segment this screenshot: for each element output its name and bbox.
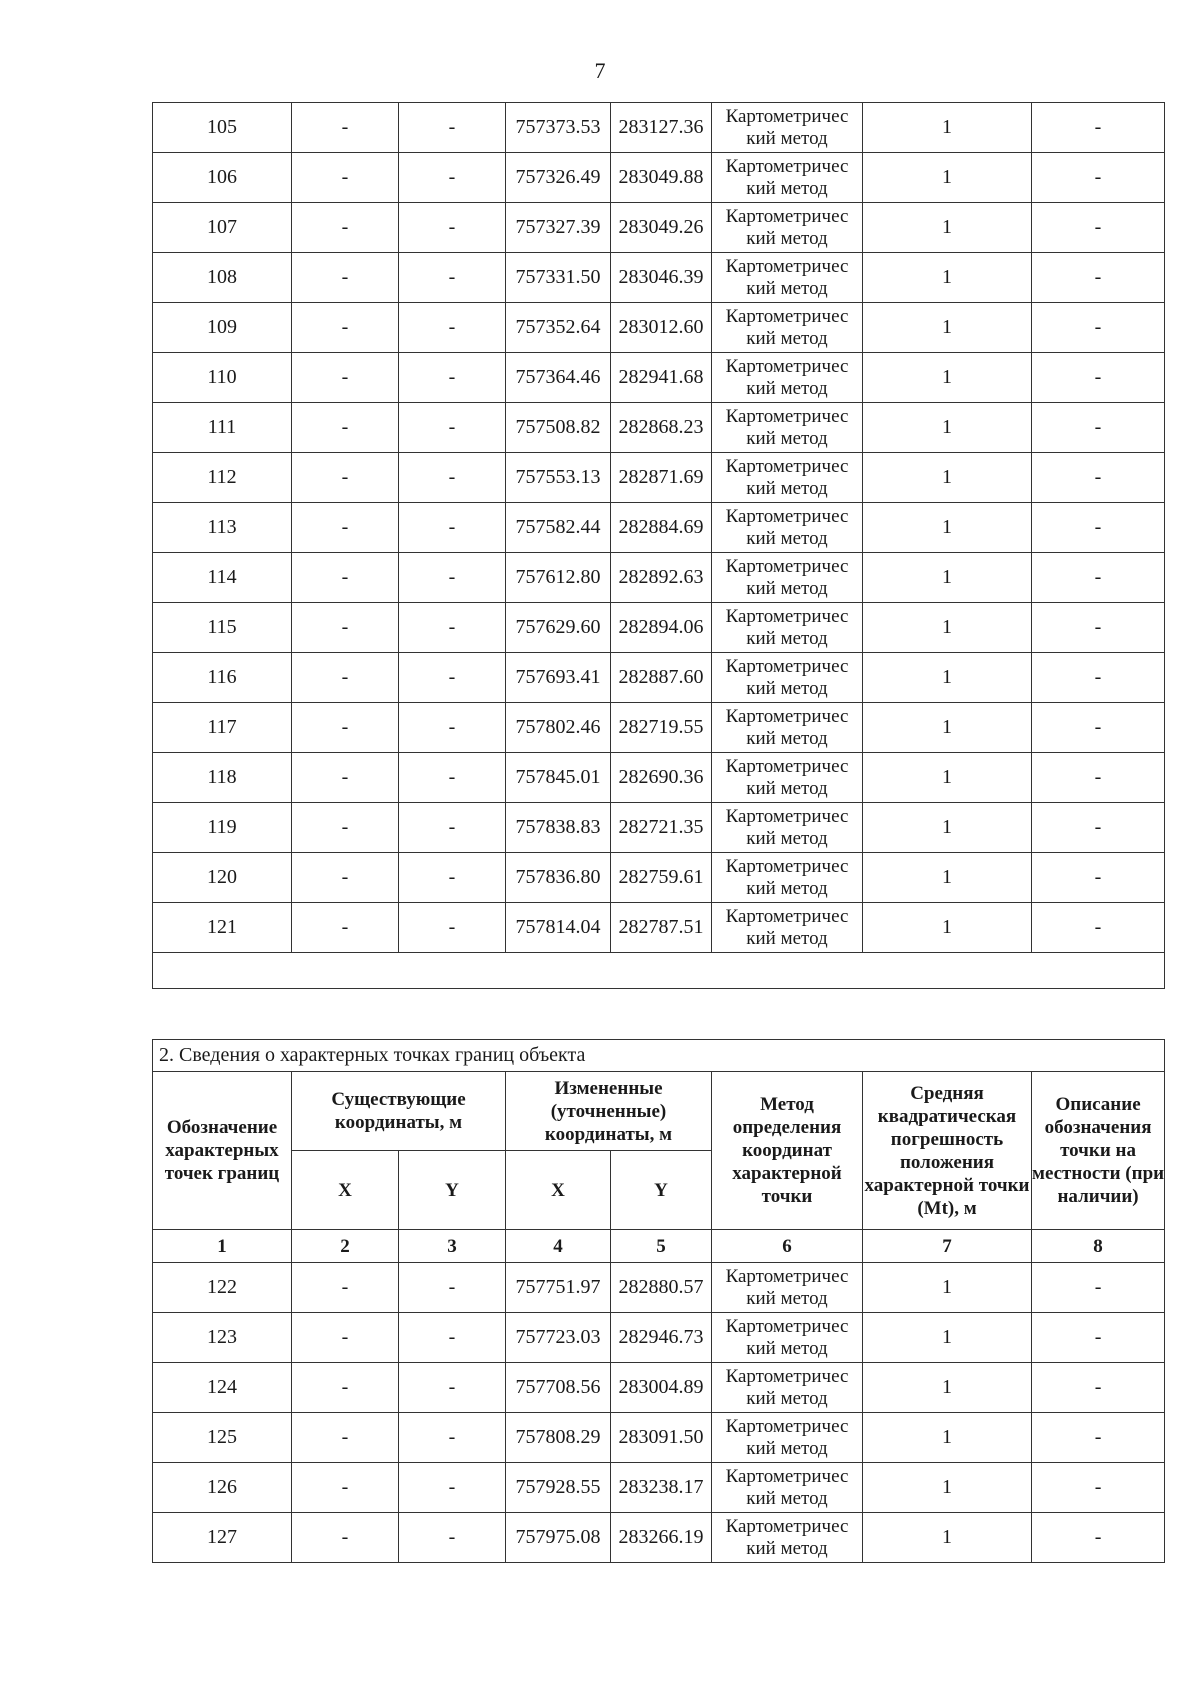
column-number: 5 — [611, 1230, 712, 1263]
method-line: кий метод — [746, 277, 828, 299]
point-id-cell: 107 — [153, 203, 292, 253]
method-cell — [712, 453, 863, 503]
column-number: 3 — [399, 1230, 506, 1263]
mt-cell: 1 — [863, 1413, 1032, 1463]
existing-x-cell: - — [292, 603, 399, 653]
method-line: кий метод — [746, 177, 828, 199]
existing-y-cell: - — [399, 803, 506, 853]
description-cell: - — [1032, 903, 1165, 953]
existing-x-cell: - — [292, 1413, 399, 1463]
point-id-cell: 123 — [153, 1313, 292, 1363]
existing-x-cell: - — [292, 803, 399, 853]
description-cell: - — [1032, 653, 1165, 703]
description-cell: - — [1032, 203, 1165, 253]
description-cell: - — [1032, 253, 1165, 303]
point-id-cell: 121 — [153, 903, 292, 953]
method-cell — [712, 553, 863, 603]
changed-y-cell: 282719.55 — [611, 703, 712, 753]
existing-x-cell: - — [292, 653, 399, 703]
method-cell — [712, 703, 863, 753]
method-line: кий метод — [746, 327, 828, 349]
empty-row — [153, 953, 1165, 989]
description-cell: - — [1032, 353, 1165, 403]
table-row — [153, 403, 1165, 453]
existing-x-cell: - — [292, 253, 399, 303]
existing-x-cell: - — [292, 403, 399, 453]
point-id-cell: 125 — [153, 1413, 292, 1463]
existing-x-cell: - — [292, 153, 399, 203]
method-cell — [712, 153, 863, 203]
header-mt: Средняя квадратическая погрешность положения характерной точки (Mt), м — [863, 1072, 1032, 1230]
changed-y-cell: 282892.63 — [611, 553, 712, 603]
changed-y-cell: 282690.36 — [611, 753, 712, 803]
table-row — [153, 1363, 1165, 1413]
table-row — [153, 653, 1165, 703]
table-row — [153, 303, 1165, 353]
existing-y-cell: - — [399, 253, 506, 303]
point-id-cell: 117 — [153, 703, 292, 753]
existing-x-cell: - — [292, 303, 399, 353]
method-cell — [712, 1263, 863, 1313]
changed-y-cell: 283012.60 — [611, 303, 712, 353]
mt-cell: 1 — [863, 703, 1032, 753]
table-row — [153, 253, 1165, 303]
description-cell: - — [1032, 1413, 1165, 1463]
changed-x-cell: 757723.03 — [506, 1313, 611, 1363]
method-line: кий метод — [746, 927, 828, 949]
method-cell — [712, 903, 863, 953]
existing-y-cell: - — [399, 1313, 506, 1363]
existing-x-cell: - — [292, 203, 399, 253]
header-description: Описание обозначения точки на местности (при наличии) — [1032, 1072, 1165, 1230]
method-line: кий метод — [746, 827, 828, 849]
table-row — [153, 353, 1165, 403]
method-cell — [712, 1463, 863, 1513]
existing-x-cell: - — [292, 503, 399, 553]
table-row — [153, 1313, 1165, 1363]
column-number: 7 — [863, 1230, 1032, 1263]
method-cell — [712, 303, 863, 353]
mt-cell: 1 — [863, 1513, 1032, 1563]
mt-cell: 1 — [863, 853, 1032, 903]
mt-cell: 1 — [863, 453, 1032, 503]
table-row — [153, 603, 1165, 653]
header-method: Метод определения координат характерной точки — [712, 1072, 863, 1230]
changed-x-cell: 757352.64 — [506, 303, 611, 353]
changed-x-cell: 757708.56 — [506, 1363, 611, 1413]
header-changed-coords: Измененные (уточненные) координаты, м — [506, 1072, 712, 1151]
point-id-cell: 108 — [153, 253, 292, 303]
mt-cell: 1 — [863, 803, 1032, 853]
method-line: Картометричес — [725, 655, 849, 677]
method-line: кий метод — [746, 1487, 828, 1509]
changed-x-cell: 757808.29 — [506, 1413, 611, 1463]
method-line: Картометричес — [725, 705, 849, 727]
point-id-cell: 111 — [153, 403, 292, 453]
method-line: кий метод — [746, 427, 828, 449]
method-line: Картометричес — [725, 1515, 849, 1537]
changed-y-cell: 283004.89 — [611, 1363, 712, 1413]
changed-x-cell: 757693.41 — [506, 653, 611, 703]
method-line: Картометричес — [725, 155, 849, 177]
changed-x-cell: 757845.01 — [506, 753, 611, 803]
method-cell — [712, 1363, 863, 1413]
existing-y-cell: - — [399, 853, 506, 903]
existing-x-cell: - — [292, 1463, 399, 1513]
changed-y-cell: 283091.50 — [611, 1413, 712, 1463]
method-line: кий метод — [746, 777, 828, 799]
point-id-cell: 105 — [153, 103, 292, 153]
mt-cell: 1 — [863, 1363, 1032, 1413]
method-line: Картометричес — [725, 805, 849, 827]
table-row — [153, 1513, 1165, 1563]
method-line: кий метод — [746, 1437, 828, 1459]
changed-x-cell: 757612.80 — [506, 553, 611, 603]
method-cell — [712, 203, 863, 253]
changed-y-cell: 283238.17 — [611, 1463, 712, 1513]
existing-y-cell: - — [399, 103, 506, 153]
changed-y-cell: 282787.51 — [611, 903, 712, 953]
changed-x-cell: 757553.13 — [506, 453, 611, 503]
method-cell — [712, 253, 863, 303]
changed-y-cell: 282894.06 — [611, 603, 712, 653]
method-cell — [712, 1313, 863, 1363]
method-line: кий метод — [746, 227, 828, 249]
existing-x-cell: - — [292, 753, 399, 803]
description-cell: - — [1032, 1513, 1165, 1563]
empty-cell — [153, 953, 1165, 989]
method-line: кий метод — [746, 1287, 828, 1309]
point-id-cell: 106 — [153, 153, 292, 203]
existing-y-cell: - — [399, 603, 506, 653]
mt-cell: 1 — [863, 1313, 1032, 1363]
description-cell: - — [1032, 1463, 1165, 1513]
mt-cell: 1 — [863, 503, 1032, 553]
table-row — [153, 103, 1165, 153]
existing-y-cell: - — [399, 1513, 506, 1563]
changed-x-cell: 757751.97 — [506, 1263, 611, 1313]
description-cell: - — [1032, 603, 1165, 653]
mt-cell: 1 — [863, 753, 1032, 803]
method-line: Картометричес — [725, 405, 849, 427]
changed-x-cell: 757975.08 — [506, 1513, 611, 1563]
changed-y-cell: 282759.61 — [611, 853, 712, 903]
description-cell: - — [1032, 403, 1165, 453]
changed-x-cell: 757373.53 — [506, 103, 611, 153]
existing-y-cell: - — [399, 503, 506, 553]
changed-y-cell: 282887.60 — [611, 653, 712, 703]
existing-y-cell: - — [399, 453, 506, 503]
method-line: кий метод — [746, 127, 828, 149]
method-line: кий метод — [746, 527, 828, 549]
table-row — [153, 453, 1165, 503]
method-cell — [712, 853, 863, 903]
mt-cell: 1 — [863, 303, 1032, 353]
point-id-cell: 118 — [153, 753, 292, 803]
existing-y-cell: - — [399, 1263, 506, 1313]
mt-cell: 1 — [863, 103, 1032, 153]
header-changed-x: X — [506, 1151, 611, 1230]
point-id-cell: 113 — [153, 503, 292, 553]
boundary-points-table — [152, 1039, 1165, 1563]
point-id-cell: 109 — [153, 303, 292, 353]
method-line: Картометричес — [725, 755, 849, 777]
existing-y-cell: - — [399, 653, 506, 703]
point-id-cell: 122 — [153, 1263, 292, 1313]
point-id-cell: 114 — [153, 553, 292, 603]
changed-y-cell: 282884.69 — [611, 503, 712, 553]
description-cell: - — [1032, 153, 1165, 203]
existing-y-cell: - — [399, 903, 506, 953]
table-row — [153, 703, 1165, 753]
top-table-body — [153, 103, 1165, 953]
changed-x-cell: 757629.60 — [506, 603, 611, 653]
changed-y-cell: 282871.69 — [611, 453, 712, 503]
header-designation: Обозначение характерных точек границ — [153, 1072, 292, 1230]
table-row — [153, 1463, 1165, 1513]
changed-x-cell: 757364.46 — [506, 353, 611, 403]
method-line: кий метод — [746, 1537, 828, 1559]
method-line: Картометричес — [725, 1265, 849, 1287]
method-cell — [712, 803, 863, 853]
changed-y-cell: 283266.19 — [611, 1513, 712, 1563]
method-line: Картометричес — [725, 605, 849, 627]
column-number: 6 — [712, 1230, 863, 1263]
method-cell — [712, 653, 863, 703]
point-id-cell: 110 — [153, 353, 292, 403]
method-cell — [712, 103, 863, 153]
method-line: Картометричес — [725, 1415, 849, 1437]
method-line: кий метод — [746, 877, 828, 899]
description-cell: - — [1032, 753, 1165, 803]
changed-x-cell: 757838.83 — [506, 803, 611, 853]
header-existing-coords: Существующие координаты, м — [292, 1072, 506, 1151]
existing-x-cell: - — [292, 553, 399, 603]
column-number: 1 — [153, 1230, 292, 1263]
method-cell — [712, 753, 863, 803]
method-cell — [712, 503, 863, 553]
method-line: кий метод — [746, 577, 828, 599]
description-cell: - — [1032, 853, 1165, 903]
existing-y-cell: - — [399, 153, 506, 203]
method-line: Картометричес — [725, 255, 849, 277]
mt-cell: 1 — [863, 903, 1032, 953]
existing-x-cell: - — [292, 103, 399, 153]
description-cell: - — [1032, 453, 1165, 503]
table-row — [153, 1263, 1165, 1313]
changed-y-cell: 282868.23 — [611, 403, 712, 453]
mt-cell: 1 — [863, 353, 1032, 403]
method-line: кий метод — [746, 1387, 828, 1409]
header-existing-x: X — [292, 1151, 399, 1230]
existing-x-cell: - — [292, 1363, 399, 1413]
mt-cell: 1 — [863, 1263, 1032, 1313]
method-line: Картометричес — [725, 205, 849, 227]
existing-y-cell: - — [399, 1413, 506, 1463]
changed-y-cell: 282880.57 — [611, 1263, 712, 1313]
mt-cell: 1 — [863, 553, 1032, 603]
mt-cell: 1 — [863, 653, 1032, 703]
changed-x-cell: 757327.39 — [506, 203, 611, 253]
changed-y-cell: 283046.39 — [611, 253, 712, 303]
column-number: 2 — [292, 1230, 399, 1263]
table-row — [153, 903, 1165, 953]
method-line: Картометричес — [725, 555, 849, 577]
table-row — [153, 803, 1165, 853]
existing-x-cell: - — [292, 853, 399, 903]
table-caption: 2. Сведения о характерных точках границ объекта — [153, 1040, 1165, 1072]
changed-y-cell: 282946.73 — [611, 1313, 712, 1363]
changed-x-cell: 757802.46 — [506, 703, 611, 753]
existing-x-cell: - — [292, 453, 399, 503]
method-line: кий метод — [746, 1337, 828, 1359]
table-row — [153, 203, 1165, 253]
method-line: Картометричес — [725, 1315, 849, 1337]
method-line: Картометричес — [725, 855, 849, 877]
method-line: кий метод — [746, 727, 828, 749]
changed-y-cell: 283049.88 — [611, 153, 712, 203]
existing-y-cell: - — [399, 303, 506, 353]
description-cell: - — [1032, 1263, 1165, 1313]
coordinates-table-continued — [152, 102, 1165, 989]
table-row — [153, 1413, 1165, 1463]
existing-y-cell: - — [399, 403, 506, 453]
mt-cell: 1 — [863, 203, 1032, 253]
changed-x-cell: 757326.49 — [506, 153, 611, 203]
description-cell: - — [1032, 503, 1165, 553]
changed-x-cell: 757582.44 — [506, 503, 611, 553]
point-id-cell: 127 — [153, 1513, 292, 1563]
description-cell: - — [1032, 1313, 1165, 1363]
existing-y-cell: - — [399, 703, 506, 753]
method-line: Картометричес — [725, 1365, 849, 1387]
table-row — [153, 553, 1165, 603]
changed-x-cell: 757928.55 — [506, 1463, 611, 1513]
description-cell: - — [1032, 703, 1165, 753]
method-cell — [712, 1413, 863, 1463]
page-number: 7 — [594, 58, 606, 83]
mt-cell: 1 — [863, 403, 1032, 453]
method-line: Картометричес — [725, 905, 849, 927]
table-row — [153, 853, 1165, 903]
description-cell: - — [1032, 303, 1165, 353]
description-cell: - — [1032, 553, 1165, 603]
existing-y-cell: - — [399, 753, 506, 803]
existing-x-cell: - — [292, 903, 399, 953]
point-id-cell: 126 — [153, 1463, 292, 1513]
changed-x-cell: 757836.80 — [506, 853, 611, 903]
changed-x-cell: 757331.50 — [506, 253, 611, 303]
point-id-cell: 120 — [153, 853, 292, 903]
bottom-table-body — [153, 1263, 1165, 1563]
method-cell — [712, 1513, 863, 1563]
existing-y-cell: - — [399, 1463, 506, 1513]
table-row — [153, 753, 1165, 803]
mt-cell: 1 — [863, 253, 1032, 303]
changed-y-cell: 282721.35 — [611, 803, 712, 853]
point-id-cell: 116 — [153, 653, 292, 703]
point-id-cell: 115 — [153, 603, 292, 653]
method-line: Картометричес — [725, 305, 849, 327]
table-row — [153, 153, 1165, 203]
point-id-cell: 124 — [153, 1363, 292, 1413]
existing-x-cell: - — [292, 1313, 399, 1363]
method-line: кий метод — [746, 677, 828, 699]
method-line: Картометричес — [725, 505, 849, 527]
existing-y-cell: - — [399, 203, 506, 253]
existing-x-cell: - — [292, 703, 399, 753]
description-cell: - — [1032, 803, 1165, 853]
header-changed-y: Y — [611, 1151, 712, 1230]
existing-y-cell: - — [399, 553, 506, 603]
method-line: кий метод — [746, 377, 828, 399]
mt-cell: 1 — [863, 603, 1032, 653]
column-number: 8 — [1032, 1230, 1165, 1263]
column-number: 4 — [506, 1230, 611, 1263]
method-line: Картометричес — [725, 455, 849, 477]
changed-y-cell: 283049.26 — [611, 203, 712, 253]
changed-x-cell: 757508.82 — [506, 403, 611, 453]
existing-x-cell: - — [292, 353, 399, 403]
method-line: Картометричес — [725, 105, 849, 127]
changed-y-cell: 283127.36 — [611, 103, 712, 153]
method-cell — [712, 403, 863, 453]
existing-y-cell: - — [399, 1363, 506, 1413]
method-cell — [712, 603, 863, 653]
point-id-cell: 119 — [153, 803, 292, 853]
description-cell: - — [1032, 103, 1165, 153]
method-line: кий метод — [746, 477, 828, 499]
method-line: Картометричес — [725, 1465, 849, 1487]
table-row — [153, 503, 1165, 553]
description-cell: - — [1032, 1363, 1165, 1413]
point-id-cell: 112 — [153, 453, 292, 503]
existing-x-cell: - — [292, 1513, 399, 1563]
method-line: кий метод — [746, 627, 828, 649]
changed-x-cell: 757814.04 — [506, 903, 611, 953]
header-existing-y: Y — [399, 1151, 506, 1230]
method-cell — [712, 353, 863, 403]
method-line: Картометричес — [725, 355, 849, 377]
existing-x-cell: - — [292, 1263, 399, 1313]
mt-cell: 1 — [863, 1463, 1032, 1513]
mt-cell: 1 — [863, 153, 1032, 203]
changed-y-cell: 282941.68 — [611, 353, 712, 403]
existing-y-cell: - — [399, 353, 506, 403]
